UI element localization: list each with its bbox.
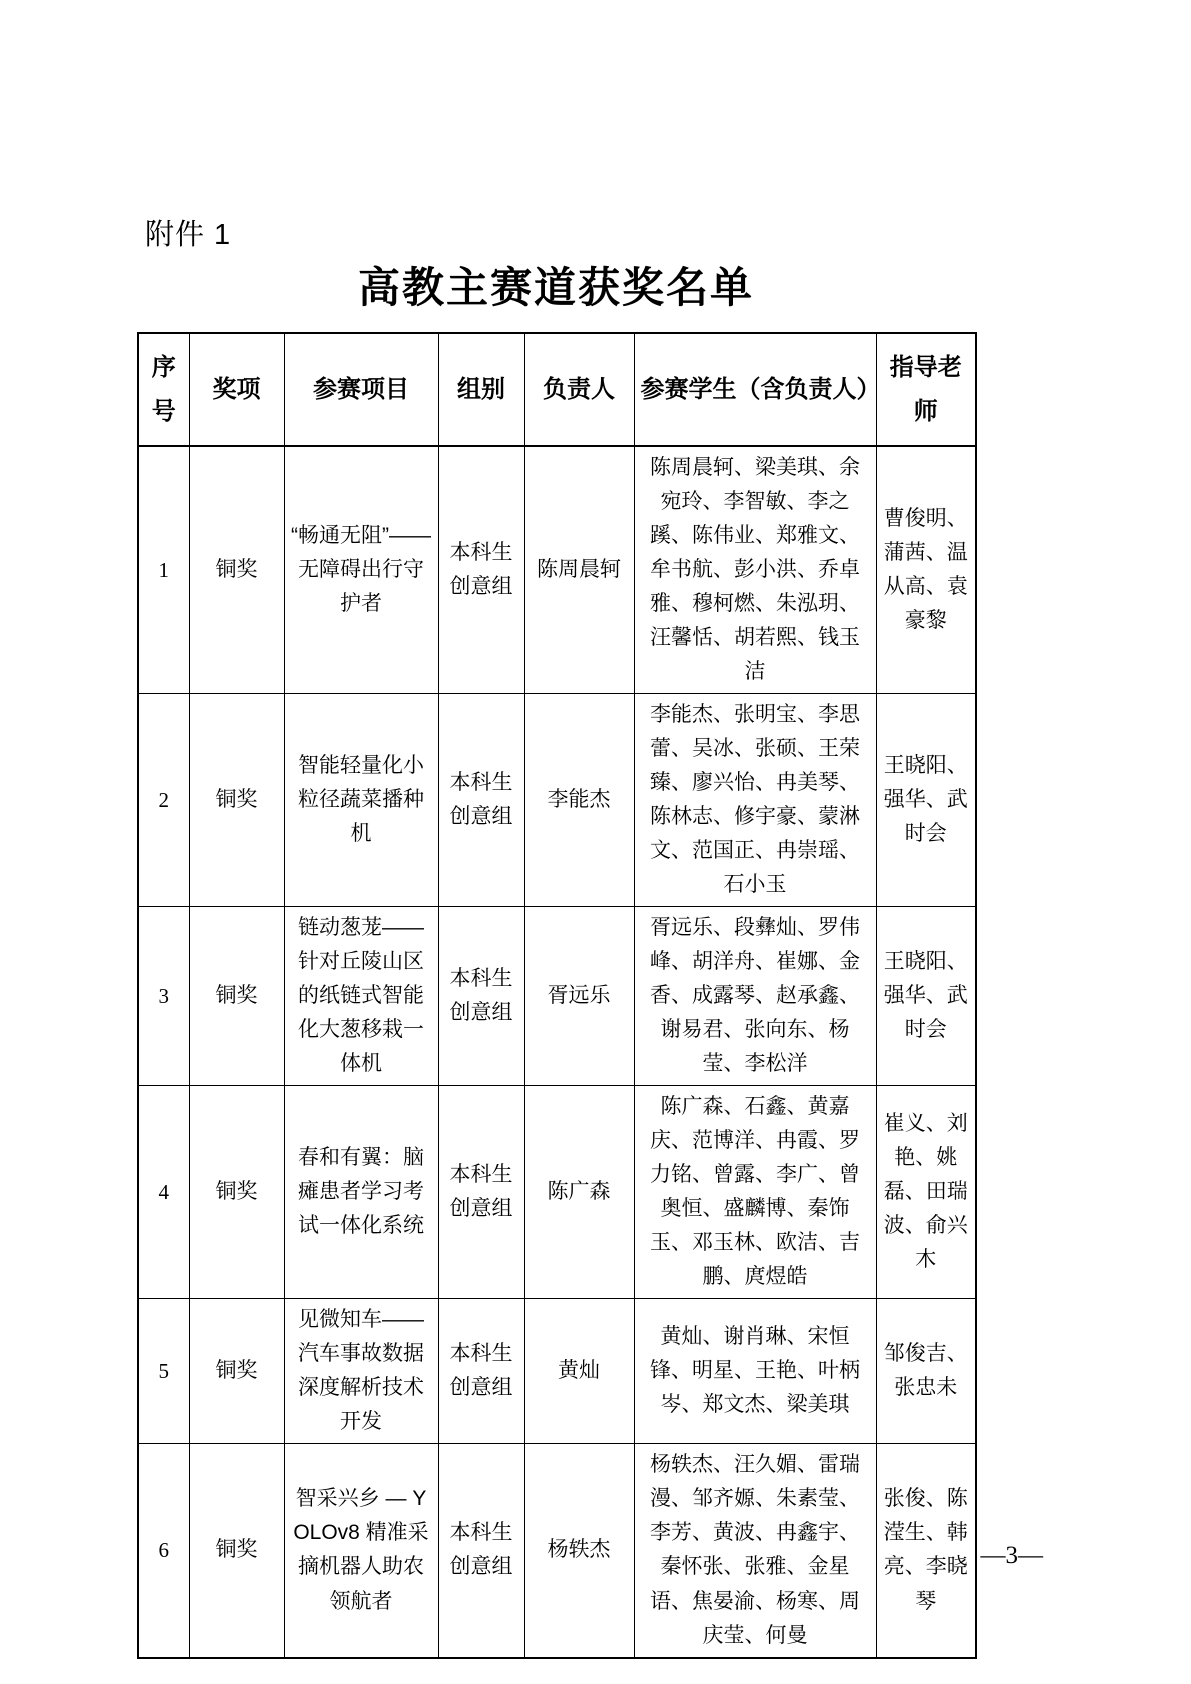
col-header-leader: 负责人 [524,333,634,446]
table-row [138,446,976,694]
cell-leader: 陈广森 [524,1086,634,1299]
cell-students: 杨轶杰、汪久媚、雷瑞漫、邹齐嫄、朱素莹、李芳、黄波、冉鑫宇、秦怀张、张雅、金星语、焦晏渝、杨寒、周庆莹、何曼 [634,1444,876,1658]
cell-teachers: 张俊、陈滢生、韩亮、李晓琴 [876,1444,976,1658]
cell-project: 链动葱茏——针对丘陵山区的纸链式智能化大葱移栽一体机 [284,907,438,1086]
cell-award: 铜奖 [189,1086,284,1299]
cell-award: 铜奖 [189,1444,284,1658]
cell-leader: 黄灿 [524,1299,634,1444]
cell-project: “畅通无阻”——无障碍出行守护者 [284,446,438,694]
col-header-no: 序号 [138,333,189,446]
table-row [138,907,976,1086]
cell-students: 陈广森、石鑫、黄嘉庆、范博洋、冉霞、罗力铭、曾露、李广、曾奥恒、盛麟博、秦饰玉、邓玉林、欧洁、吉鹏、庹煜皓 [634,1086,876,1299]
award-table [137,332,977,1659]
cell-award: 铜奖 [189,694,284,907]
cell-project: 春和有翼：脑瘫患者学习考试一体化系统 [284,1086,438,1299]
attachment-label: 附件 1 [145,219,232,251]
table-row [138,1444,976,1658]
cell-no: 5 [138,1299,189,1444]
table-row [138,1086,976,1299]
cell-group: 本科生创意组 [438,1086,524,1299]
cell-project: 智采兴乡 — YOLOv8 精准采摘机器人助农领航者 [284,1444,438,1658]
cell-teachers: 崔义、刘艳、姚磊、田瑞波、俞兴木 [876,1086,976,1299]
cell-project: 智能轻量化小粒径蔬菜播种机 [284,694,438,907]
cell-group: 本科生创意组 [438,694,524,907]
cell-leader: 胥远乐 [524,907,634,1086]
col-header-teachers: 指导老师 [876,333,976,446]
cell-leader: 杨轶杰 [524,1444,634,1658]
cell-award: 铜奖 [189,446,284,694]
cell-students: 胥远乐、段彝灿、罗伟峰、胡洋舟、崔娜、金香、成露琴、赵承鑫、谢易君、张向东、杨莹、李松洋 [634,907,876,1086]
cell-teachers: 王晓阳、强华、武时会 [876,694,976,907]
cell-no: 2 [138,694,189,907]
page-number: —3— [980,1542,1043,1569]
table-header-row [138,333,976,446]
cell-award: 铜奖 [189,1299,284,1444]
cell-teachers: 邹俊吉、张忠未 [876,1299,976,1444]
cell-project: 见微知车——汽车事故数据深度解析技术开发 [284,1299,438,1444]
cell-no: 3 [138,907,189,1086]
cell-group: 本科生创意组 [438,1299,524,1444]
cell-teachers: 王晓阳、强华、武时会 [876,907,976,1086]
cell-students: 陈周晨轲、梁美琪、余宛玲、李智敏、李之蹊、陈伟业、郑雅文、牟书航、彭小洪、乔卓雅、穆柯燃、朱泓玥、汪馨恬、胡若熙、钱玉洁 [634,446,876,694]
cell-award: 铜奖 [189,907,284,1086]
cell-group: 本科生创意组 [438,907,524,1086]
cell-students: 李能杰、张明宝、李思蕾、吴冰、张硕、王荣臻、廖兴怡、冉美琴、陈林志、修宇豪、蒙淋文、范国正、冉崇瑶、石小玉 [634,694,876,907]
page-title: 高教主赛道获奖名单 [357,264,754,311]
cell-no: 4 [138,1086,189,1299]
cell-leader: 李能杰 [524,694,634,907]
table-row [138,1299,976,1444]
cell-no: 6 [138,1444,189,1658]
cell-leader: 陈周晨轲 [524,446,634,694]
table-row [138,694,976,907]
col-header-project: 参赛项目 [284,333,438,446]
cell-group: 本科生创意组 [438,1444,524,1658]
col-header-group: 组别 [438,333,524,446]
cell-teachers: 曹俊明、蒲茜、温从高、袁豪黎 [876,446,976,694]
cell-students: 黄灿、谢肖琳、宋恒锋、明星、王艳、叶柄岑、郑文杰、梁美琪 [634,1299,876,1444]
col-header-award: 奖项 [189,333,284,446]
col-header-students: 参赛学生（含负责人） [634,333,876,446]
cell-group: 本科生创意组 [438,446,524,694]
cell-no: 1 [138,446,189,694]
